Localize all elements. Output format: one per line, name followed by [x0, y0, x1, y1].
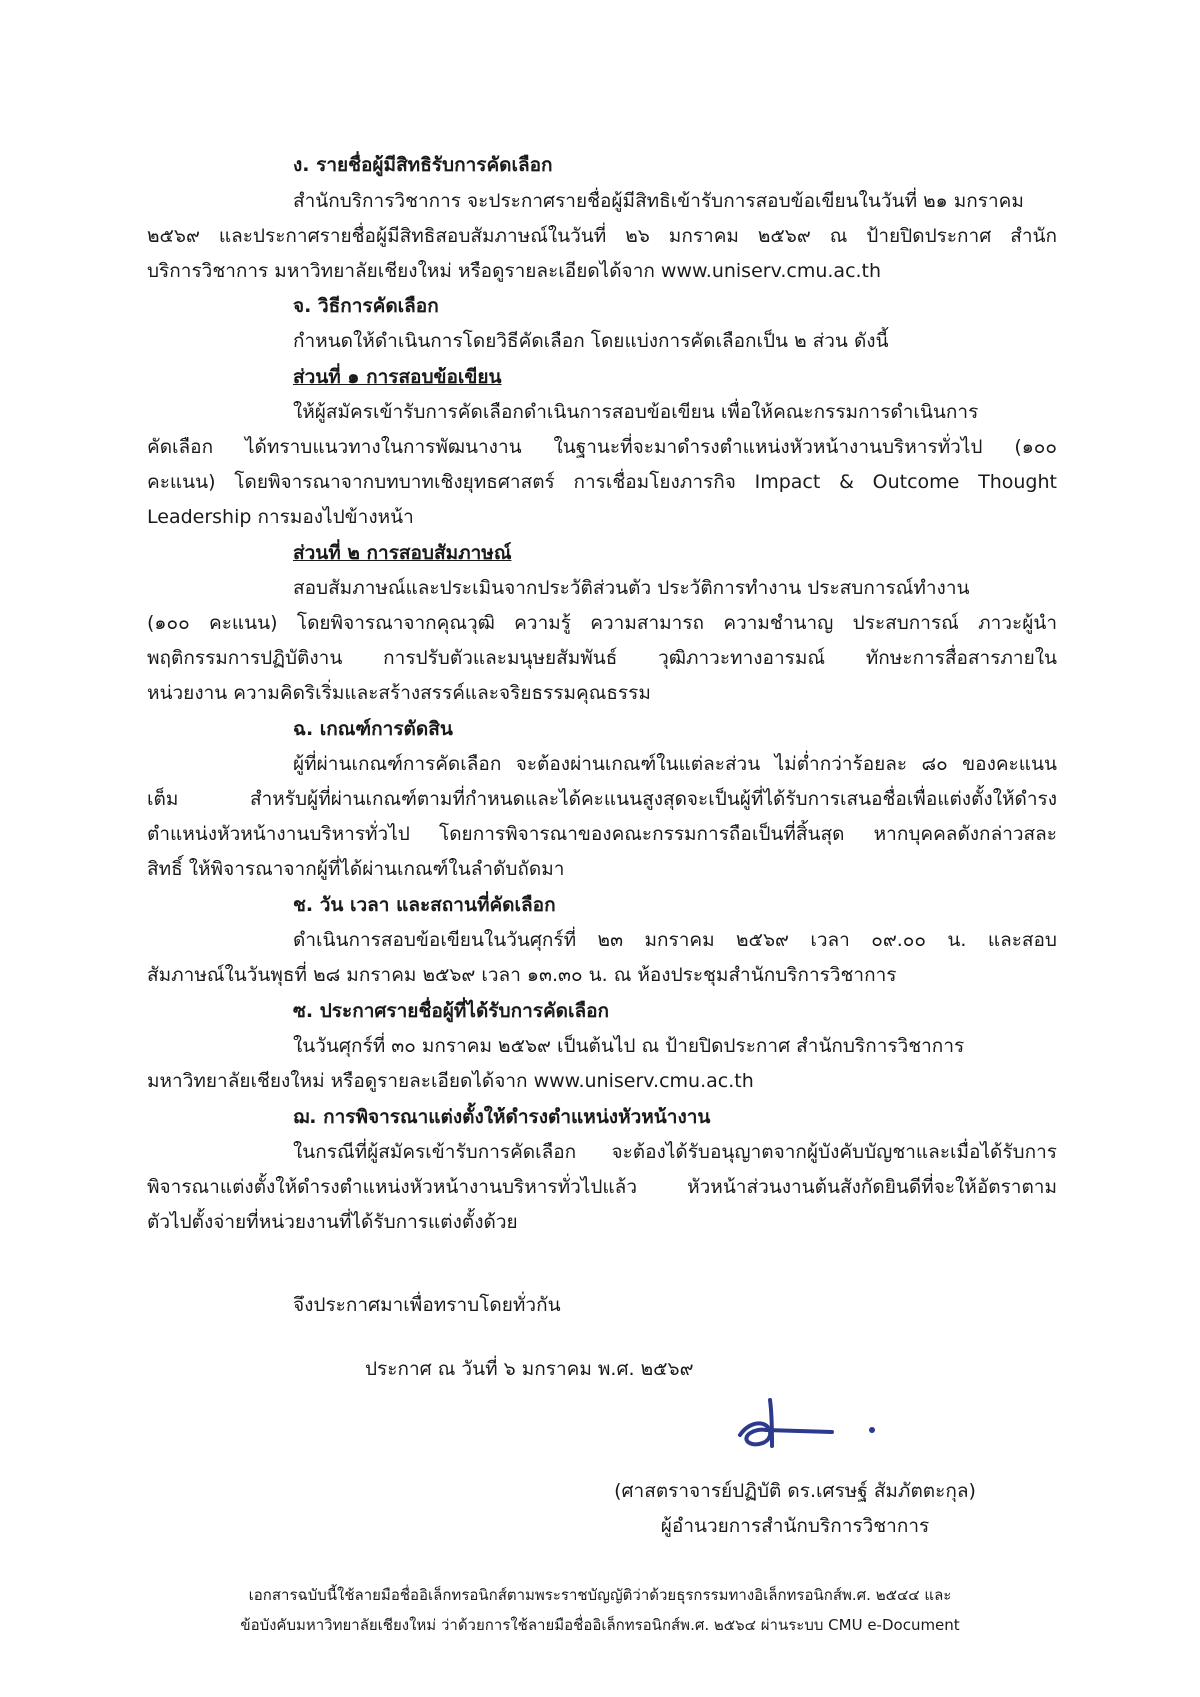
paragraph-line: Leadership การมองไปข้างหน้า	[147, 506, 414, 528]
footer-line-2: ข้อบังคับมหาวิทยาลัยเชียงใหม่ ว่าด้วยการใช้ลายมือชื่ออิเล็กทรอนิกส์พ.ศ. ๒๕๖๔ ผ่านระบบ CMU e-Document	[240, 1616, 960, 1634]
paragraph-line: ตัวไปตั้งจ่ายที่หน่วยงานที่ได้รับการแต่งตั้งด้วย	[147, 1211, 518, 1233]
part1-heading: ส่วนที่ ๑ การสอบข้อเขียน	[293, 366, 502, 388]
signer-title: ผู้อำนวยการสำนักบริการวิชาการ	[660, 1515, 930, 1537]
paragraph-line: เต็ม สำหรับผู้ที่ผ่านเกณฑ์ตามที่กำหนดและได้คะแนนสูงสุดจะเป็นผู้ที่ได้รับการเสนอชื่อเพื่อแต่งตั้งให้ดำรง	[147, 788, 1057, 810]
paragraph-line: หน่วยงาน ความคิดริเริ่มและสร้างสรรค์และจริยธรรมคุณธรรม	[147, 682, 651, 704]
paragraph-line: พิจารณาแต่งตั้งให้ดำรงตำแหน่งหัวหน้างานบริหารทั่วไปแล้ว หัวหน้าส่วนงานต้นสังกัดยินดีที่จะให้อัตราตาม	[147, 1176, 1057, 1198]
signature-image	[720, 1380, 900, 1470]
paragraph-line: พฤติกรรมการปฏิบัติงาน การปรับตัวและมนุษยสัมพันธ์ วุฒิภาวะทางอารมณ์ ทักษะการสื่อสารภายใน	[147, 647, 1057, 669]
paragraph-line: สำนักบริการวิชาการ จะประกาศรายชื่อผู้มีสิทธิเข้ารับการสอบข้อเขียนในวันที่ ๒๑ มกราคม	[293, 190, 1024, 212]
section-heading-i: ฌ. การพิจารณาแต่งตั้งให้ดำรงตำแหน่งหัวหน้างาน	[293, 1106, 711, 1128]
signer-name: (ศาสตราจารย์ปฏิบัติ ดร.เศรษฐ์ สัมภัตตะกุล)	[614, 1480, 976, 1502]
paragraph-line: ดำเนินการสอบข้อเขียนในวันศุกร์ที่ ๒๓ มกราคม ๒๕๖๙ เวลา ๐๙.๐๐ น. และสอบ	[293, 929, 1057, 951]
section-heading-h: ซ. ประกาศรายชื่อผู้ที่ได้รับการคัดเลือก	[293, 1000, 610, 1022]
paragraph-line: ในกรณีที่ผู้สมัครเข้ารับการคัดเลือก จะต้องได้รับอนุญาตจากผู้บังคับบัญชาและเมื่อได้รับการ	[293, 1141, 1057, 1163]
paragraph-line: ในวันศุกร์ที่ ๓๐ มกราคม ๒๕๖๙ เป็นต้นไป ณ ป้ายปิดประกาศ สำนักบริการวิชาการ	[293, 1035, 965, 1057]
section-heading-f: ฉ. เกณฑ์การตัดสิน	[293, 718, 453, 740]
paragraph-line: สอบสัมภาษณ์และประเมินจากประวัติส่วนตัว ประวัติการทำงาน ประสบการณ์ทำงาน	[293, 577, 970, 599]
paragraph-line: ผู้ที่ผ่านเกณฑ์การคัดเลือก จะต้องผ่านเกณฑ์ในแต่ละส่วน ไม่ต่ำกว่าร้อยละ ๘๐ ของคะแนน	[293, 753, 1057, 775]
section-heading-g: ช. วัน เวลา และสถานที่คัดเลือก	[293, 894, 556, 916]
paragraph-line: มหาวิทยาลัยเชียงใหม่ หรือดูรายละเอียดได้จาก www.uniserv.cmu.ac.th	[147, 1070, 754, 1092]
paragraph-line: กำหนดให้ดำเนินการโดยวิธีคัดเลือก โดยแบ่งการคัดเลือกเป็น ๒ ส่วน ดังนี้	[293, 330, 889, 352]
paragraph-line: คัดเลือก ได้ทราบแนวทางในการพัฒนางาน ในฐานะที่จะมาดำรงตำแหน่งหัวหน้างานบริหารทั่วไป (๑๐๐	[147, 436, 1057, 458]
paragraph-line: บริการวิชาการ มหาวิทยาลัยเชียงใหม่ หรือดูรายละเอียดได้จาก www.uniserv.cmu.ac.th	[147, 260, 882, 282]
paragraph-line: (๑๐๐ คะแนน) โดยพิจารณาจากคุณวุฒิ ความรู้ ความสามารถ ความชำนาญ ประสบการณ์ ภาวะผู้นำ	[147, 612, 1057, 634]
paragraph-line: ให้ผู้สมัครเข้ารับการคัดเลือกดำเนินการสอบข้อเขียน เพื่อให้คณะกรรมการดำเนินการ	[293, 401, 979, 423]
section-heading-d: ง. รายชื่อผู้มีสิทธิรับการคัดเลือก	[293, 154, 553, 176]
announcement-date: ประกาศ ณ วันที่ ๖ มกราคม พ.ศ. ๒๕๖๙	[365, 1358, 694, 1380]
closing-announcement: จึงประกาศมาเพื่อทราบโดยทั่วกัน	[293, 1294, 561, 1316]
paragraph-line: สัมภาษณ์ในวันพุธที่ ๒๘ มกราคม ๒๕๖๙ เวลา ๑๓.๓๐ น. ณ ห้องประชุมสำนักบริการวิชาการ	[147, 964, 897, 986]
paragraph-line: ตำแหน่งหัวหน้างานบริหารทั่วไป โดยการพิจารณาของคณะกรรมการถือเป็นที่สิ้นสุด หากบุคคลดังกล่าวสละ	[147, 823, 1057, 845]
part2-heading: ส่วนที่ ๒ การสอบสัมภาษณ์	[293, 542, 512, 564]
paragraph-line: สิทธิ์ ให้พิจารณาจากผู้ที่ได้ผ่านเกณฑ์ในลำดับถัดมา	[147, 858, 565, 880]
section-heading-e: จ. วิธีการคัดเลือก	[293, 295, 439, 317]
footer-line-1: เอกสารฉบับนี้ใช้ลายมือชื่ออิเล็กทรอนิกส์ตามพระราชบัญญัติว่าด้วยธุรกรรมทางอิเล็กทรอนิกส์พ.ศ. ๒๕๔๔ และ	[248, 1586, 952, 1604]
paragraph-line: คะแนน) โดยพิจารณาจากบทบาทเชิงยุทธศาสตร์ การเชื่อมโยงภารกิจ Impact & Outcome Thought	[147, 471, 1057, 493]
paragraph-line: ๒๕๖๙ และประกาศรายชื่อผู้มีสิทธิสอบสัมภาษณ์ในวันที่ ๒๖ มกราคม ๒๕๖๙ ณ ป้ายปิดประกาศ สำนัก	[147, 225, 1057, 247]
